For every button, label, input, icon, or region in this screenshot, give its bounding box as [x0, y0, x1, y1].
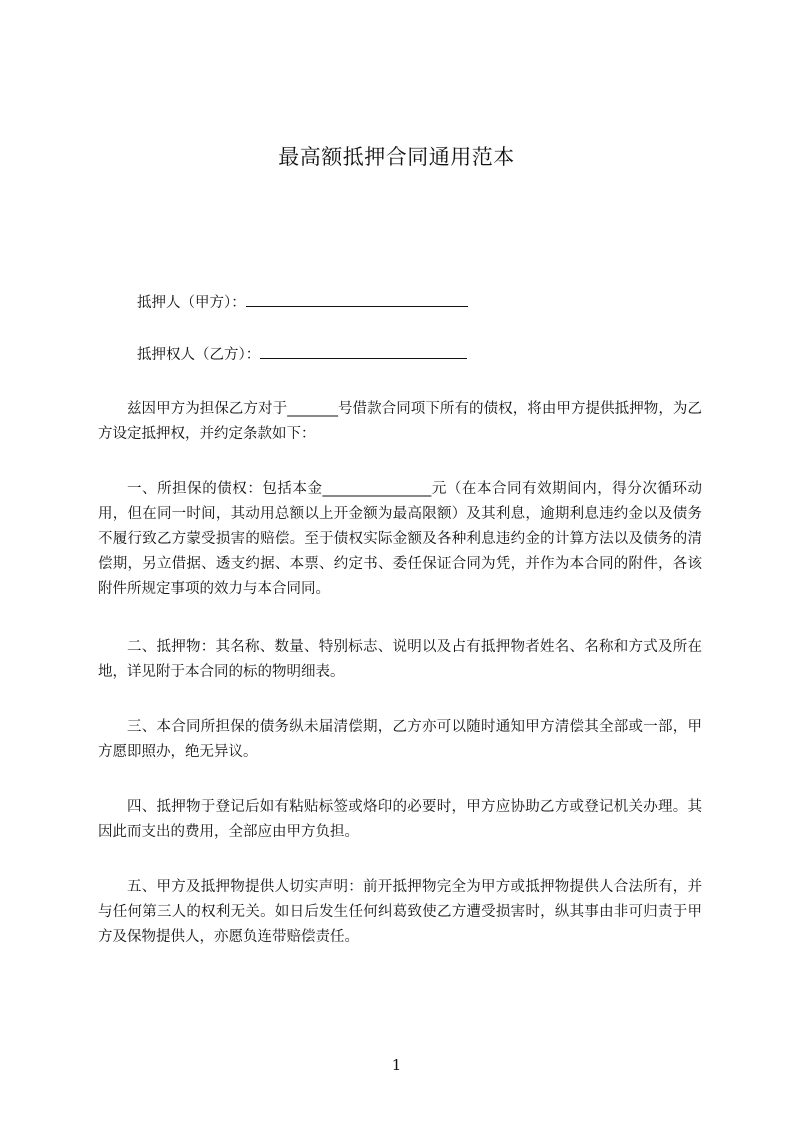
- intro-paragraph: [98, 397, 702, 447]
- intro-text-end: 号借款合同项下所有的债权，将由甲方提供抵押物，为乙方设定抵押权，并约定条款如下：: [98, 401, 702, 442]
- clause-4-text: 四、抵押物于登记后如有粘贴标签或烙印的必要时，甲方应协助乙方或登记机关办理。其因此而支出的费用，全部应由甲方负担。: [98, 799, 702, 840]
- mortgagor-blank: [246, 291, 468, 307]
- document-title: 最高额抵押合同通用范本: [278, 145, 515, 169]
- clause-5-text: 五、甲方及抵押物提供人切实声明：前开抵押物完全为甲方或抵押物提供人合法所有，并与任何第三人的权利无关。如日后发生任何纠葛致使乙方遭受损害时，纵其事由非可归责于甲方及保物提供人，亦愿负连带赔偿责任。: [98, 879, 702, 945]
- clause-1-text-end: 元（在本合同有效期间内，得分次循环动用，但在同一时间，其动用总额以上开金额为最高限额）及其利息，逾期利息违约金以及债务不履行致乙方蒙受损害的赔偿。至于债权实际金额及各种利息违约金的计算方法以及债务的清偿期，另立借据、透支约据、本票、约定书、委任保证合同为凭，并作为本合同的附件，各该附件所规定事项的效力与本合同同。: [98, 481, 703, 597]
- mortgagor-line: [137, 291, 468, 313]
- mortgagee-line: [137, 343, 467, 365]
- mortgagor-label: 抵押人（甲方）：: [137, 295, 246, 311]
- clause-5-paragraph: [98, 875, 702, 950]
- clause-3-paragraph: [98, 715, 702, 765]
- principal-amount-blank: _______________: [322, 481, 432, 497]
- loan-contract-number-blank: _______: [287, 401, 338, 417]
- mortgagee-blank: [260, 343, 467, 359]
- clause-3-text: 三、本合同所担保的债务纵未届清偿期，乙方亦可以随时通知甲方清偿其全部或一部，甲方愿即照办，绝无异议。: [98, 719, 702, 760]
- page-number: 1: [391, 1056, 402, 1074]
- clause-2-text: 二、抵押物：其名称、数量、特别标志、说明以及占有抵押物者姓名、名称和方式及所在地，详见附于本合同的标的物明细表。: [98, 639, 702, 680]
- intro-text-start: 兹因甲方为担保乙方对于: [127, 401, 288, 417]
- mortgagee-label: 抵押权人（乙方）：: [137, 347, 261, 363]
- clause-2-paragraph: [98, 635, 702, 685]
- clause-4-paragraph: [98, 795, 702, 845]
- clause-1-paragraph: [98, 477, 702, 602]
- clause-1-text-start: 一、所担保的债权：包括本金: [127, 481, 323, 497]
